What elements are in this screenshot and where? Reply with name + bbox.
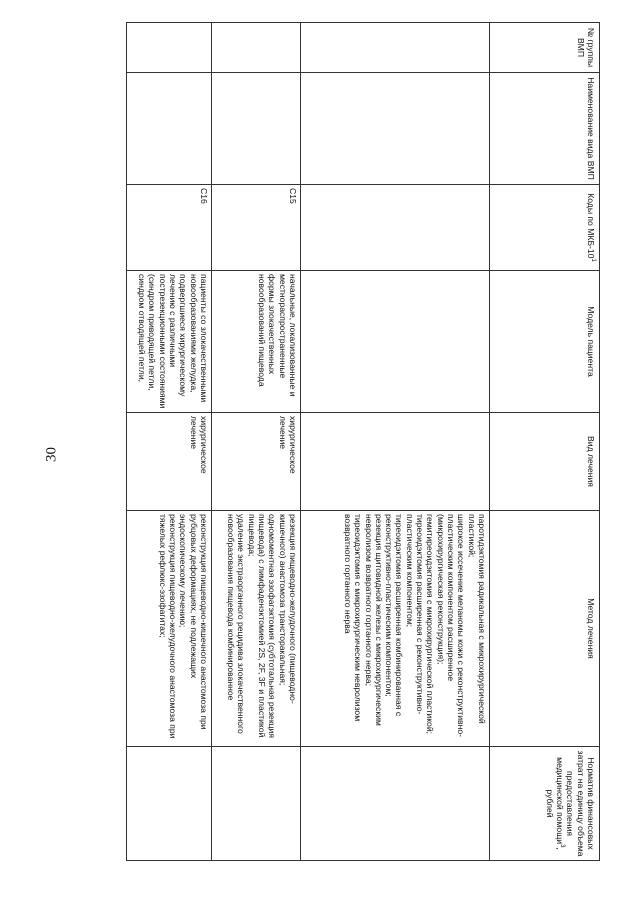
header-treatment-type: Вид лечения <box>490 413 600 511</box>
method-line: широкое иссечение меланомы кожи с реконструктивно-пластическим компонентом расширенное (микрохирургическая реконструкция); <box>435 514 467 737</box>
method-line: реконструкция пищеводно-желудочного анастомоза при тяжелых рефлюкс-эзофагитах; <box>157 514 179 739</box>
table-row <box>212 23 301 861</box>
header-mkb-codes-footnote: 1 <box>589 258 596 262</box>
cell-patient-model: пациенты со злокачественными новообразованиями желудка, подвергшиеся хирургическому лечению с различными пострезекционными состояниями (синдром приводящей петли, синдром отводящей петли, <box>127 271 212 413</box>
cell-mkb-codes: C16 <box>127 185 212 271</box>
header-row <box>490 23 600 861</box>
cell-treatment-type: хирургическое лечение <box>212 413 301 511</box>
method-line: удаление экстраорганного рецидива злокачественного новообразования пищевода комбинированное <box>226 514 247 734</box>
cell-patient-model: начальные, локализованные и местнораспространенные формы злокачественных новообразований пищевода <box>212 271 301 413</box>
header-cost-norm-unit: , рублей <box>544 789 566 850</box>
cell-group-no <box>301 23 490 73</box>
cell-patient-model <box>301 271 490 413</box>
table-row <box>127 23 212 861</box>
method-line: гемитиреоидэктомия с микрохирургической пластикой; <box>425 514 436 735</box>
cell-cost-norm <box>127 747 212 861</box>
header-group-no: № группы ВМП <box>490 23 600 73</box>
method-line: одномоментная эзофагэктомия (субтотальная резекция пищевода) с лимфаденэктомией 2S, 2F, 3F и пластикой пищевода; <box>246 514 278 738</box>
header-mkb-codes <box>490 185 600 271</box>
cell-method <box>212 511 301 747</box>
cell-vmp-name <box>301 73 490 185</box>
method-line: тиреоидэктомия с микрохирургическим невролизом возвратного гортанного нерва <box>342 514 364 722</box>
cell-method <box>127 511 212 747</box>
header-cost-norm <box>490 747 600 861</box>
cell-mkb-codes: C15 <box>212 185 301 271</box>
cell-vmp-name <box>127 73 212 185</box>
cell-treatment-type <box>301 413 490 511</box>
method-line: резекция щитовидной железы с микрохирургическим невролизом возвратного гортанного нерва; <box>363 514 384 726</box>
cell-vmp-name <box>212 73 301 185</box>
cell-method <box>301 511 490 747</box>
table-row <box>301 23 490 861</box>
cell-mkb-codes <box>301 185 490 271</box>
method-line: реконструкция пищеводно-кишечного анастомоза при рубцовых деформациях, не подлежащих эндоскопическому лечению; <box>178 514 209 730</box>
cell-cost-norm <box>301 747 490 861</box>
header-patient-model: Модель пациента <box>490 271 600 413</box>
cell-group-no <box>127 23 212 73</box>
method-line: паротидэктомия радикальная с микрохирургической пластикой; <box>466 514 487 724</box>
header-vmp-name: Наименование вида ВМП <box>490 73 600 185</box>
method-line: тиреоидэктомия расширенная с реконструктивно-пластическим компонентом; <box>404 514 426 715</box>
cell-cost-norm <box>212 747 301 861</box>
page-number: 30 <box>43 447 60 462</box>
header-cost-norm-text: Норматив финансовых затрат на единицу объема предоставления медицинской помощи <box>555 750 596 857</box>
rotated-table-page <box>132 22 600 860</box>
vmp-table <box>126 22 600 861</box>
header-mkb-codes-text: Коды по МКБ-10 <box>586 193 596 259</box>
header-method: Метод лечения <box>490 511 600 747</box>
header-cost-norm-footnote: 3 <box>558 844 565 848</box>
cell-treatment-type: хирургическое лечение <box>127 413 212 511</box>
method-line: резекция пищеводно-желудочного (пищеводно-кишечного) анастомоза трансторакальная; <box>277 514 298 704</box>
method-line: тиреоидэктомия расширенная комбинированная с реконструктивно-пластическим компонентом; <box>384 514 405 717</box>
cell-group-no <box>212 23 301 73</box>
